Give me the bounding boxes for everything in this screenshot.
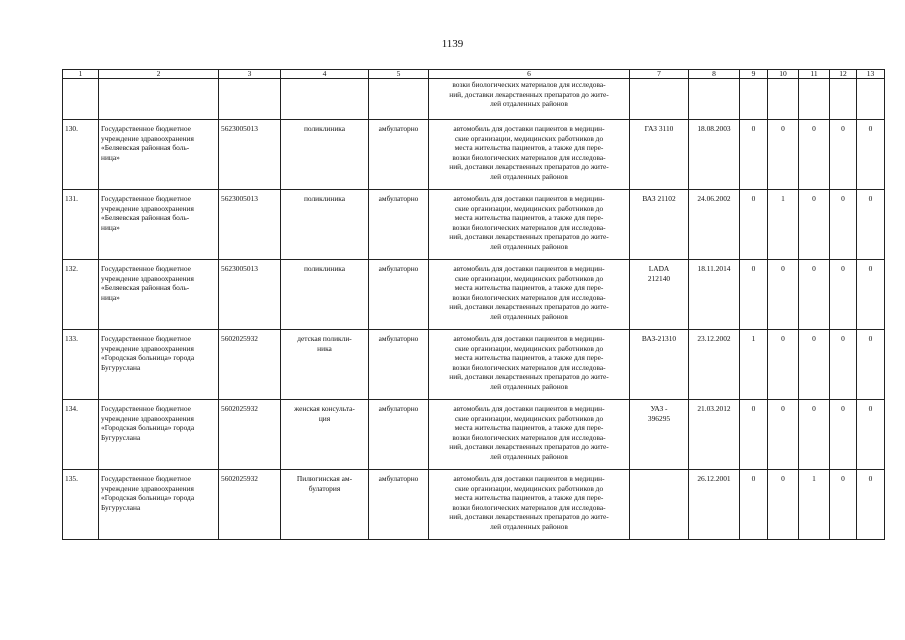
vehicle-table	[62, 69, 885, 540]
inn-cell: 5623005013	[219, 260, 281, 330]
value-cell-12: 0	[830, 330, 857, 400]
vehicle-model-cell: УАЗ - 396295	[630, 400, 689, 470]
date-cell: 23.12.2002	[689, 330, 740, 400]
table-row	[63, 120, 885, 190]
purpose-cell: автомобиль для доставки пациентов в медицин- ские организации, медицинских работников до места жительства пациентов, а также для пере- возки биологических материалов для исследова- ний, доставки лекарственных препаратов до жите- лей отдаленных районов	[429, 330, 630, 400]
organization-cell: Государственное бюджетное учреждение здравоохранения «Беляевская районная боль- ница»	[99, 190, 219, 260]
value-cell-13: 0	[857, 400, 885, 470]
value-cell-10: 0	[768, 400, 799, 470]
purpose-cell: автомобиль для доставки пациентов в медицин- ские организации, медицинских работников до места жительства пациентов, а также для пере- возки биологических материалов для исследова- ний, доставки лекарственных препаратов до жите- лей отдаленных районов	[429, 120, 630, 190]
value-cell-13: 0	[857, 120, 885, 190]
value-cell-11: 0	[799, 400, 830, 470]
unit-cell: поликлиника	[281, 120, 369, 190]
unit-cell: поликлиника	[281, 190, 369, 260]
value-cell-12: 0	[830, 190, 857, 260]
inn-cell: 5602025932	[219, 470, 281, 540]
value-cell-11: 0	[799, 190, 830, 260]
value-cell-12: 0	[830, 120, 857, 190]
column-number: 7	[630, 70, 689, 79]
unit-cell: поликлиника	[281, 260, 369, 330]
value-cell-12: 0	[830, 260, 857, 330]
column-number: 10	[768, 70, 799, 79]
column-number: 11	[799, 70, 830, 79]
value-cell-9: 0	[740, 120, 768, 190]
organization-cell: Государственное бюджетное учреждение здравоохранения «Городская больница» города Бугуруслана	[99, 400, 219, 470]
column-number: 1	[63, 70, 99, 79]
value-cell-11: 0	[799, 330, 830, 400]
inn-cell: 5602025932	[219, 330, 281, 400]
table-row	[63, 330, 885, 400]
purpose-cell: автомобиль для доставки пациентов в медицин- ские организации, медицинских работников до места жительства пациентов, а также для пере- возки биологических материалов для исследова- ний, доставки лекарственных препаратов до жите- лей отдаленных районов	[429, 190, 630, 260]
column-number: 13	[857, 70, 885, 79]
unit-cell: женская консульта- ция	[281, 400, 369, 470]
value-cell-12: 0	[830, 470, 857, 540]
date-cell: 26.12.2001	[689, 470, 740, 540]
value-cell-11: 1	[799, 470, 830, 540]
table-row	[63, 260, 885, 330]
purpose-cell: возки биологических материалов для исследова- ний, доставки лекарственных препаратов до жите- лей отдаленных районов	[429, 79, 630, 120]
organization-cell: Государственное бюджетное учреждение здравоохранения «Беляевская районная боль- ница»	[99, 120, 219, 190]
value-cell-10: 1	[768, 190, 799, 260]
purpose-cell: автомобиль для доставки пациентов в медицин- ские организации, медицинских работников до места жительства пациентов, а также для пере- возки биологических материалов для исследова- ний, доставки лекарственных препаратов до жите- лей отдаленных районов	[429, 260, 630, 330]
row-number: 133.	[63, 330, 99, 400]
column-number: 12	[830, 70, 857, 79]
vehicle-model-cell: ГАЗ 3110	[630, 120, 689, 190]
care-type-cell: амбулаторно	[369, 190, 429, 260]
inn-cell: 5623005013	[219, 120, 281, 190]
row-number: 135.	[63, 470, 99, 540]
value-cell-10: 0	[768, 120, 799, 190]
value-cell-13: 0	[857, 260, 885, 330]
value-cell-10: 0	[768, 330, 799, 400]
date-cell: 21.03.2012	[689, 400, 740, 470]
inn-cell: 5623005013	[219, 190, 281, 260]
care-type-cell: амбулаторно	[369, 330, 429, 400]
column-number: 9	[740, 70, 768, 79]
column-number: 6	[429, 70, 630, 79]
value-cell-13: 0	[857, 190, 885, 260]
value-cell-9: 0	[740, 190, 768, 260]
row-number: 134.	[63, 400, 99, 470]
care-type-cell: амбулаторно	[369, 470, 429, 540]
value-cell-11: 0	[799, 260, 830, 330]
care-type-cell: амбулаторно	[369, 260, 429, 330]
care-type-cell: амбулаторно	[369, 120, 429, 190]
column-number: 8	[689, 70, 740, 79]
value-cell-10: 0	[768, 260, 799, 330]
value-cell-11: 0	[799, 120, 830, 190]
column-number: 5	[369, 70, 429, 79]
purpose-cell: автомобиль для доставки пациентов в медицин- ские организации, медицинских работников до места жительства пациентов, а также для пере- возки биологических материалов для исследова- ний, доставки лекарственных препаратов до жите- лей отдаленных районов	[429, 400, 630, 470]
value-cell-9: 0	[740, 470, 768, 540]
page-number: 1139	[441, 38, 464, 50]
column-number: 4	[281, 70, 369, 79]
vehicle-model-cell: ВАЗ-21310	[630, 330, 689, 400]
purpose-cell: автомобиль для доставки пациентов в медицин- ские организации, медицинских работников до места жительства пациентов, а также для пере- возки биологических материалов для исследова- ний, доставки лекарственных препаратов до жите- лей отдаленных районов	[429, 470, 630, 540]
date-cell: 18.11.2014	[689, 260, 740, 330]
organization-cell: Государственное бюджетное учреждение здравоохранения «Городская больница» города Бугуруслана	[99, 330, 219, 400]
value-cell-9: 1	[740, 330, 768, 400]
row-number: 132.	[63, 260, 99, 330]
value-cell-9: 0	[740, 400, 768, 470]
unit-cell: детская поликли- ника	[281, 330, 369, 400]
date-cell: 24.06.2002	[689, 190, 740, 260]
value-cell-10: 0	[768, 470, 799, 540]
continuation-row	[63, 79, 885, 120]
care-type-cell: амбулаторно	[369, 400, 429, 470]
vehicle-model-cell: LADA 212140	[630, 260, 689, 330]
unit-cell: Пилюгинская ам- булатория	[281, 470, 369, 540]
table-row	[63, 400, 885, 470]
organization-cell: Государственное бюджетное учреждение здравоохранения «Городская больница» города Бугуруслана	[99, 470, 219, 540]
row-number: 130.	[63, 120, 99, 190]
value-cell-13: 0	[857, 470, 885, 540]
vehicle-model-cell	[630, 470, 689, 540]
date-cell: 18.08.2003	[689, 120, 740, 190]
value-cell-9: 0	[740, 260, 768, 330]
value-cell-13: 0	[857, 330, 885, 400]
column-number: 3	[219, 70, 281, 79]
vehicle-model-cell: ВАЗ 21102	[630, 190, 689, 260]
column-number-row	[63, 70, 885, 79]
inn-cell: 5602025932	[219, 400, 281, 470]
organization-cell: Государственное бюджетное учреждение здравоохранения «Беляевская районная боль- ница»	[99, 260, 219, 330]
table-row	[63, 190, 885, 260]
table-row	[63, 470, 885, 540]
value-cell-12: 0	[830, 400, 857, 470]
row-number: 131.	[63, 190, 99, 260]
column-number: 2	[99, 70, 219, 79]
